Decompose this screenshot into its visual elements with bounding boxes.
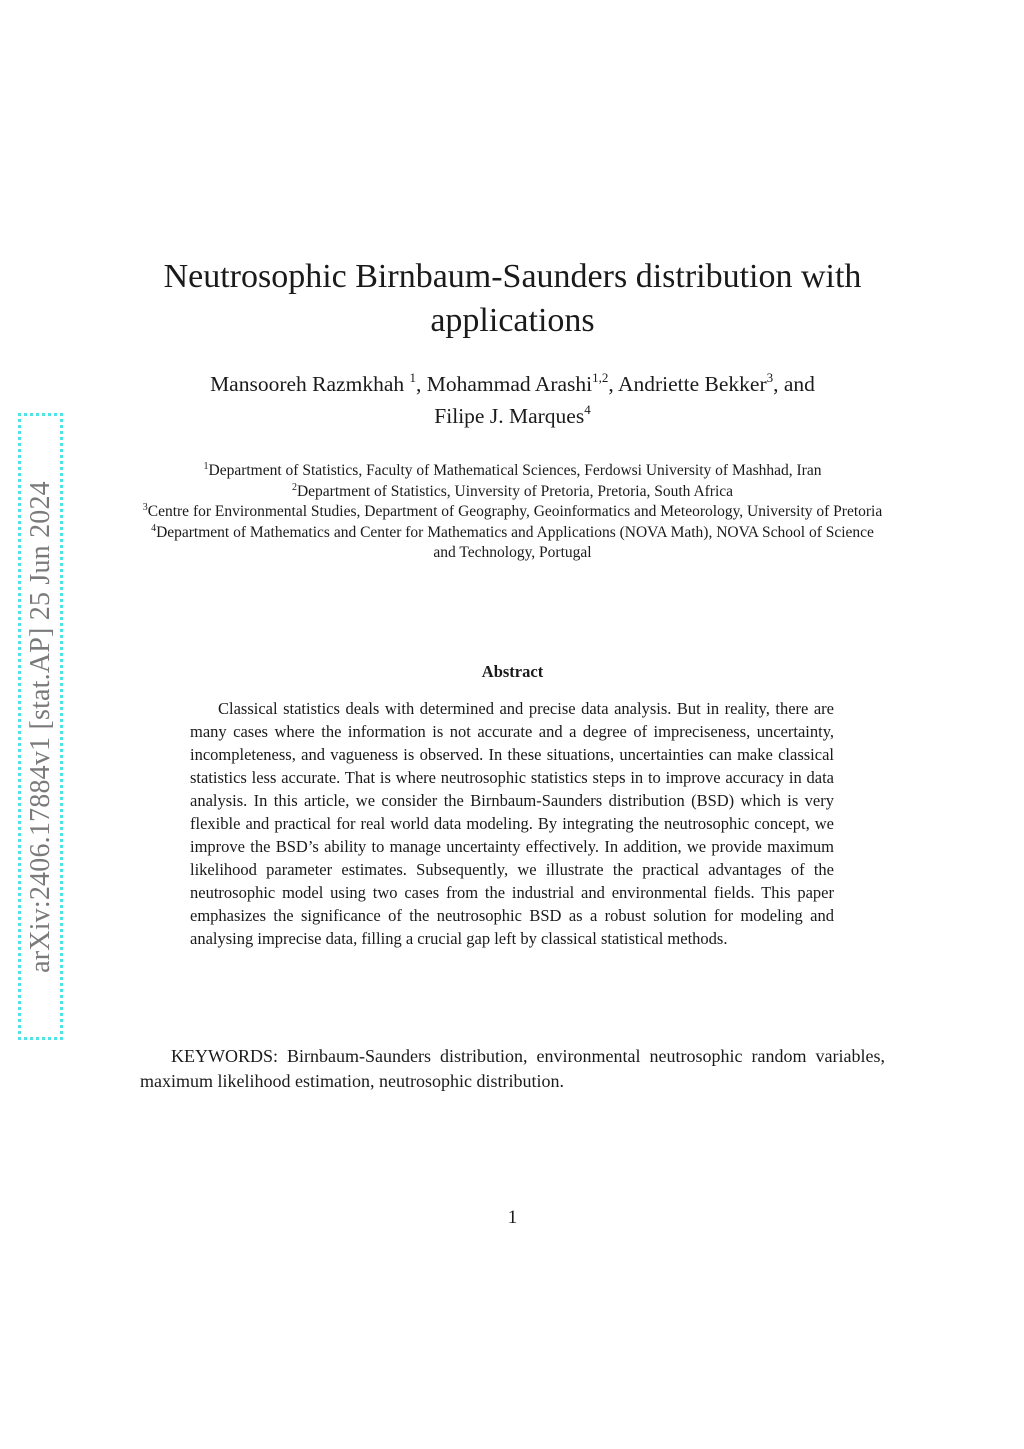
affiliation-2 — [140, 482, 885, 503]
page-number: 1 — [507, 1207, 518, 1228]
affiliation-3 — [140, 502, 885, 523]
author-1-affil-mark: 1 — [409, 370, 416, 385]
affiliation-1-text: Department of Statistics, Faculty of Mathematical Sciences, Ferdowsi University of Mashhad, Iran — [208, 462, 822, 479]
author-list — [140, 368, 885, 432]
affiliation-3-mark: 3 — [142, 502, 148, 514]
affiliation-list — [140, 461, 885, 564]
arxiv-identifier-stamp — [18, 413, 63, 1040]
author-2-affil-mark: 1,2 — [592, 370, 609, 385]
author-4-affil-mark: 4 — [584, 402, 591, 417]
affiliation-1 — [140, 461, 885, 482]
author-3: , Andriette Bekker — [608, 372, 767, 396]
paper-title — [140, 255, 885, 343]
affiliation-4 — [140, 523, 885, 564]
abstract-heading: Abstract — [481, 662, 544, 681]
keywords-paragraph: KEYWORDS: Birnbaum-Saunders distribution, environmental neutrosophic random variables, maximum likelihood estimation, neutrosophic distribution. — [140, 1046, 885, 1091]
abstract-body: Classical statistics deals with determined and precise data analysis. But in reality, there are many cases where the information is not accurate and a degree of impreciseness, uncertainty, incompleteness, and vagueness is observed. In these situations, uncertainties can make classical statistics less accurate. That is where neutrosophic statistics steps in to improve accuracy in data analysis. In this article, we consider the Birnbaum-Saunders distribution (BSD) which is very flexible and practical for real world data modeling. By integrating the neutrosophic concept, we improve the BSD’s ability to manage uncertainty effectively. In addition, we provide maximum likelihood parameter estimates. Subsequently, we illustrate the practical advantages of the neutrosophic model using two cases from the industrial and environmental fields. This paper emphasizes the significance of the neutrosophic BSD as a robust solution for modeling and analysing imprecise data, filling a crucial gap left by classical statistical methods. — [190, 699, 834, 948]
title-line-1: Neutrosophic Birnbaum-Saunders distribution with — [163, 258, 862, 295]
author-3-suffix: , and — [773, 372, 815, 396]
affiliation-2-mark: 2 — [291, 481, 297, 493]
affiliation-4-mark: 4 — [151, 522, 157, 534]
author-1: Mansooreh Razmkhah — [210, 372, 410, 396]
author-2: , Mohammad Arashi — [415, 372, 593, 396]
affiliation-2-text: Department of Statistics, Uinversity of Pretoria, Pretoria, South Africa — [296, 482, 734, 500]
author-3-affil-mark: 3 — [766, 370, 774, 385]
affiliation-4-text: Department of Mathematics and Center for Mathematics and Applications (NOVA Math), NOVA School of Science and Technology, Portugal — [156, 523, 874, 562]
affiliation-1-mark: 1 — [203, 461, 209, 472]
affiliation-3-text: Centre for Environmental Studies, Department of Geography, Geoinformatics and Meteorology, University of Pretoria — [147, 503, 883, 521]
author-4: Filipe J. Marques — [434, 404, 585, 428]
title-line-2: applications — [430, 302, 595, 339]
arxiv-identifier: arXiv:2406.17884v1 [stat.AP] 25 Jun 2024 — [24, 480, 56, 973]
